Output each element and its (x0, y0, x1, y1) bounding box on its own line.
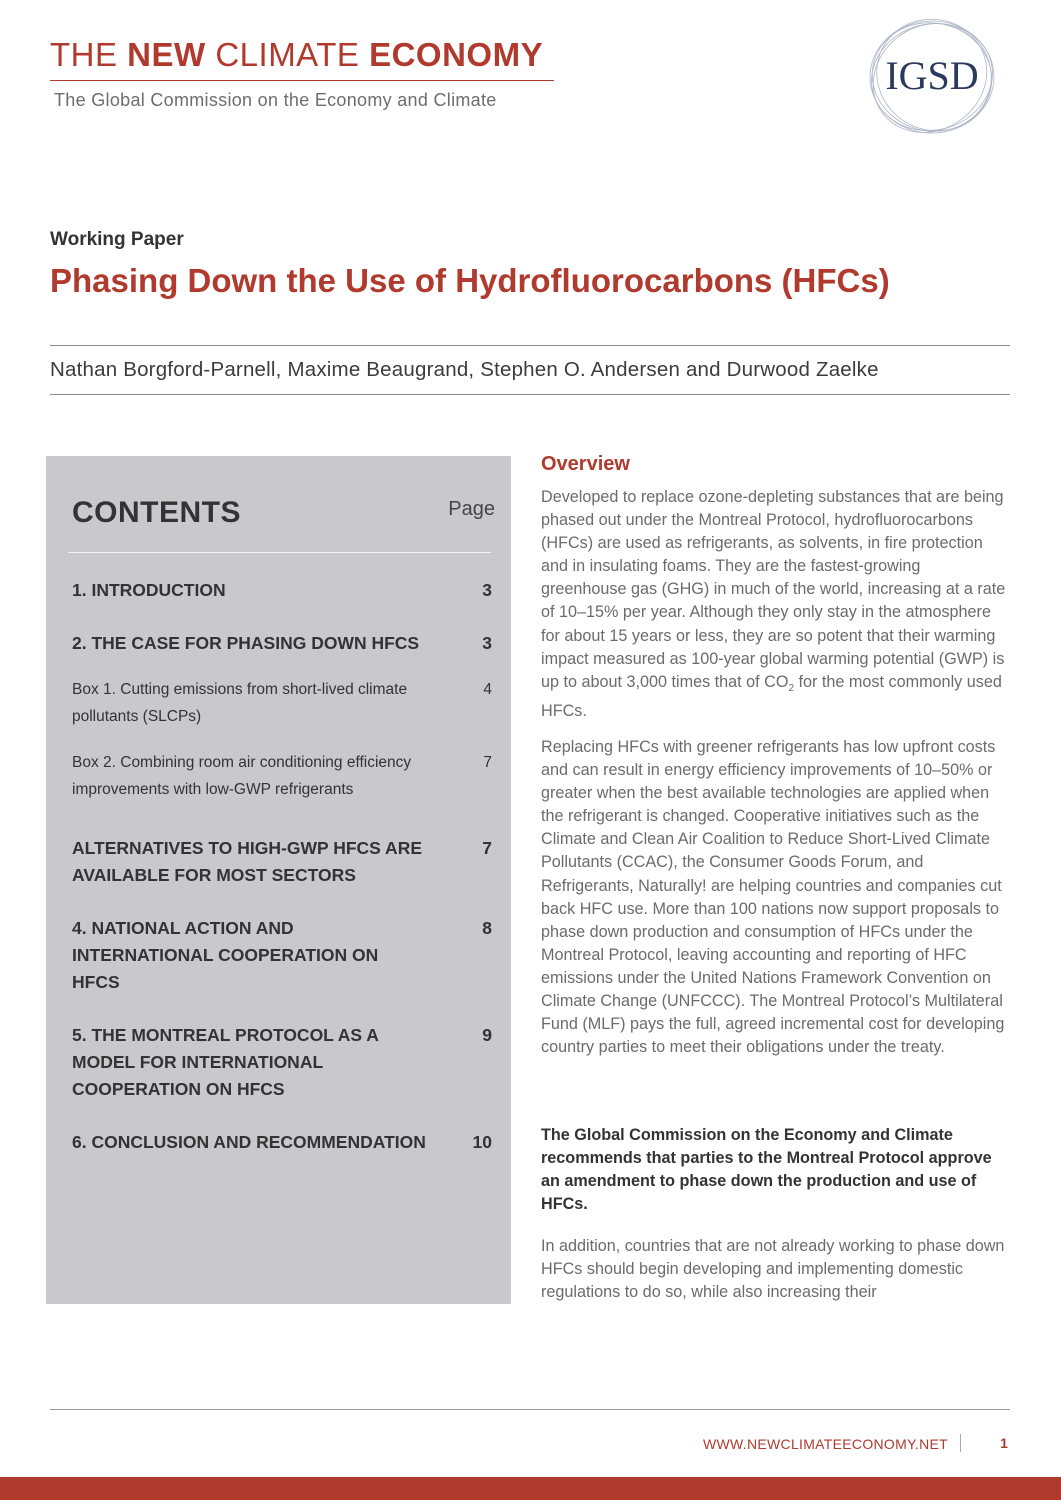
toc-item-page: 3 (482, 633, 492, 653)
brand-subtitle: The Global Commission on the Economy and Climate (54, 90, 497, 110)
contents-divider (68, 552, 491, 553)
brand-economy: ECONOMY (369, 36, 544, 73)
overview-paragraph-1 (541, 486, 1007, 723)
toc-item-page: 9 (482, 1025, 492, 1045)
paragraph-1-text: Developed to replace ozone-depleting substances that are being phased out under the Montreal Protocol, hydrofluorocarbons (HFCs) are used as refrigerants, as solvents, in fire protection and in insulating foams. They are the fastest-growing greenhouse gas (GHG) in much of the world, increasing at a rate of 10–15% per year. Although they only stay in the atmosphere for about 15 years or less, they are so potent that their warming impact measured as 100-year global warming potential (GWP) is up to about 3,000 times that of CO (541, 488, 1006, 691)
brand-new: NEW (127, 36, 206, 73)
toc-item-label: 4. NATIONAL ACTION AND INTERNATIONAL COOPERATION ON HFCS (72, 918, 379, 992)
toc-item-label: 6. CONCLUSION AND RECOMMENDATION (72, 1132, 426, 1152)
brand-pre: THE (50, 36, 128, 73)
toc-item-alternatives[interactable] (72, 835, 492, 889)
logo-text: IGSD (885, 53, 979, 98)
toc-item-box1[interactable] (72, 676, 492, 730)
igsd-logo (866, 18, 998, 136)
toc-item-montreal-model[interactable] (72, 1022, 492, 1103)
paper-authors: Nathan Borgford-Parnell, Maxime Beaugrand, Stephen O. Andersen and Durwood Zaelke (50, 358, 879, 381)
toc-item-page: 8 (482, 918, 492, 938)
toc-item-label: 1. INTRODUCTION (72, 580, 226, 600)
overview-paragraph-2: Replacing HFCs with greener refrigerants has low upfront costs and can result in energy efficiency improvements of 10–50% or greater when the best available technologies are applied when the refrigerant is changed. Cooperative initiatives such as the Climate and Clean Air Coalition to Reduce Short-Lived Climate Pollutants (CCAC), the Consumer Goods Forum, and Refrigerants, Naturally! are helping countries and companies cut back HFC use. More than 100 nations now support proposals to phase down production and consumption of HFCs under the Montreal Protocol, leaving accounting and reporting of HFC emissions under the United Nations Framework Convention on Climate Change (UNFCCC). The Montreal Protocol’s Multilateral Fund (MLF) pays the full, agreed incremental cost for developing country parties to meet their obligations under the treaty. (541, 738, 1005, 1057)
toc-item-label: 2. THE CASE FOR PHASING DOWN HFCS (72, 633, 420, 653)
footer-divider (50, 1409, 1010, 1410)
page-number: 1 (1000, 1435, 1008, 1451)
paragraph-1-end: for the most commonly used HFCs. (541, 672, 1002, 721)
toc-item-box2[interactable] (72, 749, 492, 803)
contents-page-label: Page (448, 498, 495, 520)
toc-item-label: ALTERNATIVES TO HIGH-GWP HFCS ARE AVAILABLE FOR MOST SECTORS (72, 838, 423, 885)
brand-mid: CLIMATE (205, 36, 370, 73)
toc-item-national-action[interactable] (72, 915, 492, 996)
toc-item-introduction[interactable] (72, 577, 492, 604)
toc-item-label: 5. THE MONTREAL PROTOCOL AS A MODEL FOR INTERNATIONAL COOPERATION ON HFCS (72, 1025, 379, 1099)
toc-item-page: 3 (482, 580, 492, 600)
paper-kicker: Working Paper (50, 229, 184, 250)
brand-divider (50, 80, 554, 81)
co2-subscript: 2 (788, 682, 795, 694)
recommendation-paragraph: The Global Commission on the Economy and Climate recommends that parties to the Montreal Protocol approve an amendment to phase down the production and use of HFCs. (541, 1126, 992, 1214)
paper-title: Phasing Down the Use of Hydrofluorocarbons (HFCs) (50, 262, 890, 299)
overview-paragraph-4: In addition, countries that are not already working to phase down HFCs should begin developing and implementing domestic regulations to do so, while also increasing their (541, 1237, 1005, 1302)
toc-item-page: 4 (483, 681, 492, 698)
title-divider-bottom (50, 394, 1010, 395)
toc-item-page: 7 (483, 754, 492, 771)
toc-item-page: 10 (472, 1132, 492, 1152)
footer-separator (960, 1434, 961, 1452)
toc-item-label: Box 2. Combining room air conditioning efficiency improvements with low-GWP refrigerants (72, 754, 412, 798)
contents-title: CONTENTS (72, 496, 241, 529)
footer-url-link[interactable]: WWW.NEWCLIMATEECONOMY.NET (703, 1436, 948, 1452)
overview-heading: Overview (541, 453, 630, 475)
brand-wordmark (50, 36, 543, 74)
toc-item-page: 7 (482, 838, 492, 858)
contents-box (46, 456, 511, 1304)
title-divider-top (50, 345, 1010, 346)
toc-item-case[interactable] (72, 630, 492, 657)
toc-item-conclusion[interactable] (72, 1129, 492, 1156)
toc-item-label: Box 1. Cutting emissions from short-lived climate pollutants (SLCPs) (72, 681, 408, 725)
bottom-accent-bar (0, 1477, 1061, 1500)
